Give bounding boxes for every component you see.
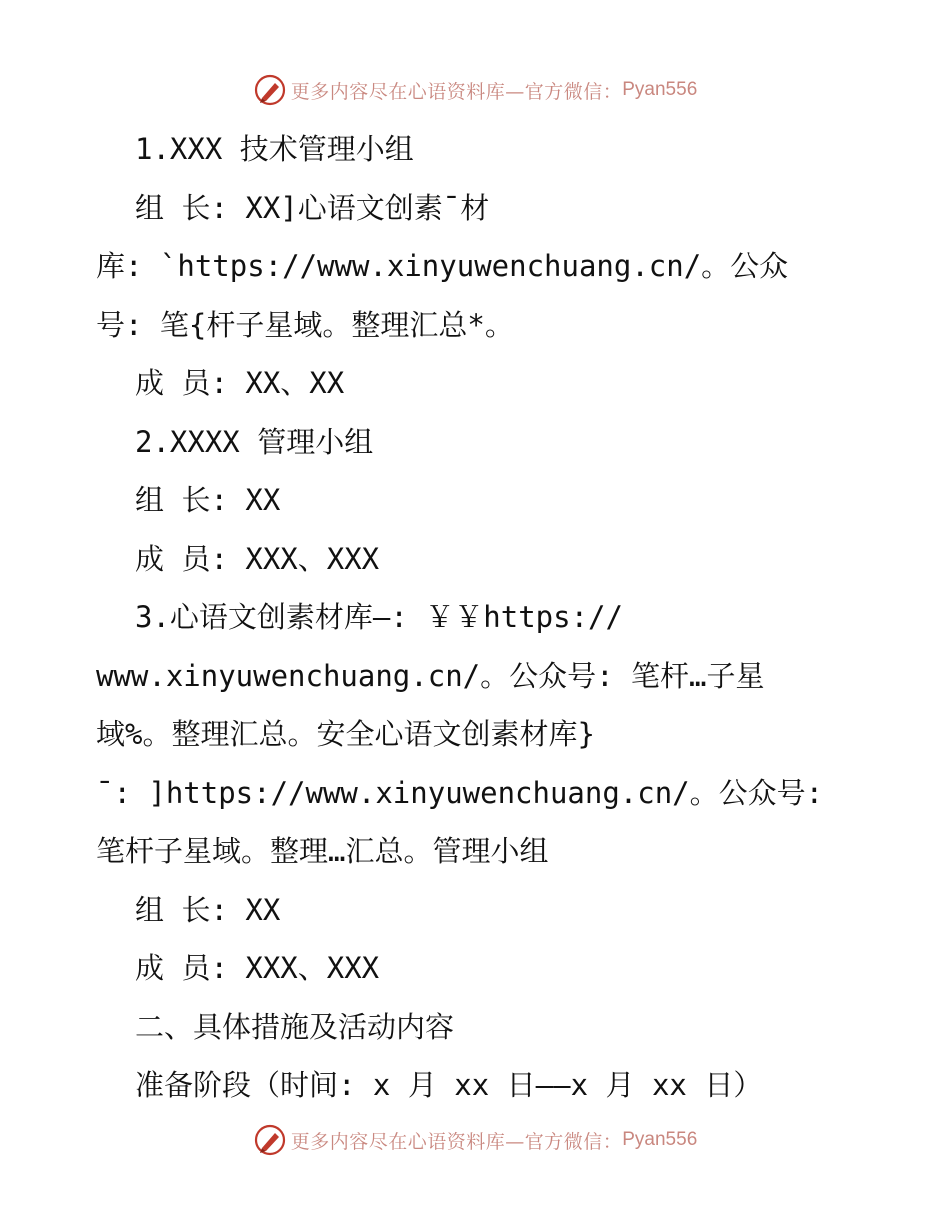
text-line: 2.XXXX 管理小组 <box>135 424 374 459</box>
text-line: 组 长: XX]心语文创素¯材 <box>135 190 490 225</box>
watermark-text: 更多内容尽在心语资料库—官方微信： <box>290 1130 623 1153</box>
watermark-wechat-id: Pyan556 <box>622 79 698 100</box>
text-line: 3.心语文创素材库—: ￥￥https:// <box>135 600 623 634</box>
text-line: 准备阶段（时间: x 月 xx 日——x 月 xx 日） <box>135 1068 763 1102</box>
pen-logo-icon <box>253 73 287 107</box>
text-line: 笔杆子星域。整理…汇总。管理小组 <box>96 834 549 868</box>
watermark-text: 更多内容尽在心语资料库—官方微信： <box>290 80 623 103</box>
text-line: 组 长: XX <box>135 892 281 927</box>
document-body <box>96 120 856 1115</box>
text-line: www.xinyuwenchuang.cn/。公众号: 笔杆…子星 <box>96 658 765 693</box>
footer-watermark <box>0 1120 950 1160</box>
text-line: 成 员: XX、XX <box>135 366 345 400</box>
header-watermark <box>0 70 950 110</box>
text-line: 1.XXX 技术管理小组 <box>135 132 414 166</box>
pen-logo-icon <box>253 1123 287 1157</box>
text-line: 组 长: XX <box>135 483 281 517</box>
text-line: 二、具体措施及活动内容 <box>135 1009 455 1044</box>
text-line: 域%。整理汇总。安全心语文创素材库} <box>96 717 595 751</box>
text-line: 库: `https://www.xinyuwenchuang.cn/。公众 <box>96 249 789 283</box>
text-line: ¯: ]https://www.xinyuwenchuang.cn/。公众号: <box>96 775 824 810</box>
text-line: 成 员: XXX、XXX <box>135 541 380 576</box>
text-line: 号: 笔{杆子星域。整理汇总*。 <box>96 307 514 342</box>
watermark-wechat-id: Pyan556 <box>622 1129 698 1150</box>
text-line: 成 员: XXX、XXX <box>135 951 380 985</box>
